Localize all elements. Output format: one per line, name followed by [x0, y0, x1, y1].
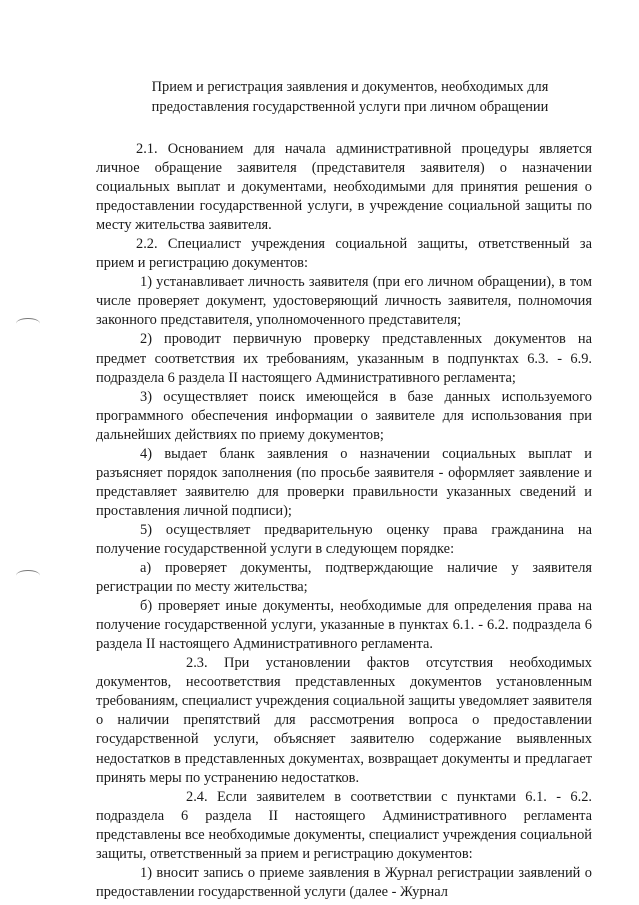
paragraph-2-2: 2.2. Специалист учреждения социальной защиты, ответственный за прием и регистрацию документов: — [96, 236, 592, 272]
sub-item-a: а) проверяет документы, подтверждающие наличие у заявителя регистрации по месту жительства; — [96, 560, 592, 596]
paragraph-2-1: 2.1. Основанием для начала административной процедуры является личное обращение заявителя (представителя заявителя) о назначении социальных выплат и документами, необходимыми для принятия решения о предоставлении государственной услуги, в учреждение социальной защиты по месту жительства заявителя. — [96, 141, 592, 234]
list-item-2-2-2: 2) проводит первичную проверку представленных документов на предмет соответствия их требованиям, указанным в подпунктах 6.3. - 6.9. подраздела 6 раздела II настоящего Административного регламента; — [96, 331, 592, 386]
list-item-2-2-4: 4) выдает бланк заявления о назначении социальных выплат и разъясняет порядок заполнения (по просьбе заявителя - оформляет заявление и представляет заявителю для проверки правильности указанных сведений и проставления личной подписи); — [96, 445, 592, 519]
list-item-2-2-3: 3) осуществляет поиск имеющейся в базе данных используемого программного обеспечения информации о заявителе для использования при дальнейших действиях по приему документов; — [96, 388, 592, 443]
sub-item-b: б) проверяет иные документы, необходимые для определения права на получение государственной услуги, указанные в пунктах 6.1. - 6.2. подраздела 6 раздела II настоящего Административного регламента. — [96, 598, 592, 653]
punch-hole-mark — [16, 318, 40, 329]
list-item-2-4-1: 1) вносит запись о приеме заявления в Журнал регистрации заявлений о предоставлении государственной услуги (далее - Журнал — [96, 864, 592, 900]
paragraph-2-4: 2.4. Если заявителем в соответствии с пунктами 6.1. - 6.2. подраздела 6 раздела II настоящего Административного регламента представлены все необходимые документы, специалист учреждения социальной защиты, ответственный за прием и регистрацию документов: — [96, 788, 592, 862]
list-item-2-2-5: 5) осуществляет предварительную оценку права гражданина на получение государственной услуги в следующем порядке: — [96, 521, 592, 557]
section-title-line: предоставления государственной услуги при личном обращении — [151, 98, 549, 115]
paragraph-2-3: 2.3. При установлении фактов отсутствия необходимых документов, несоответствия представленных документов установленным требованиям, специалист учреждения социальной защиты уведомляет заявителя о наличии препятствий для рассмотрения вопроса о предоставлении государственной услуги, объясняет заявителю содержание выявленных недостатков в представленных документах, возвращает документы и предлагает принять меры по устранению недостатков. — [96, 655, 592, 786]
punch-hole-mark — [16, 570, 40, 581]
document-body — [96, 140, 592, 902]
list-item-2-2-1: 1) устанавливает личность заявителя (при его личном обращении), в том числе проверяет документ, удостоверяющий личность заявителя, полномочия законного представителя, уполномоченного представителя; — [96, 274, 592, 329]
section-title — [100, 78, 600, 117]
section-title-line: Прием и регистрация заявления и документов, необходимых для — [151, 79, 549, 95]
